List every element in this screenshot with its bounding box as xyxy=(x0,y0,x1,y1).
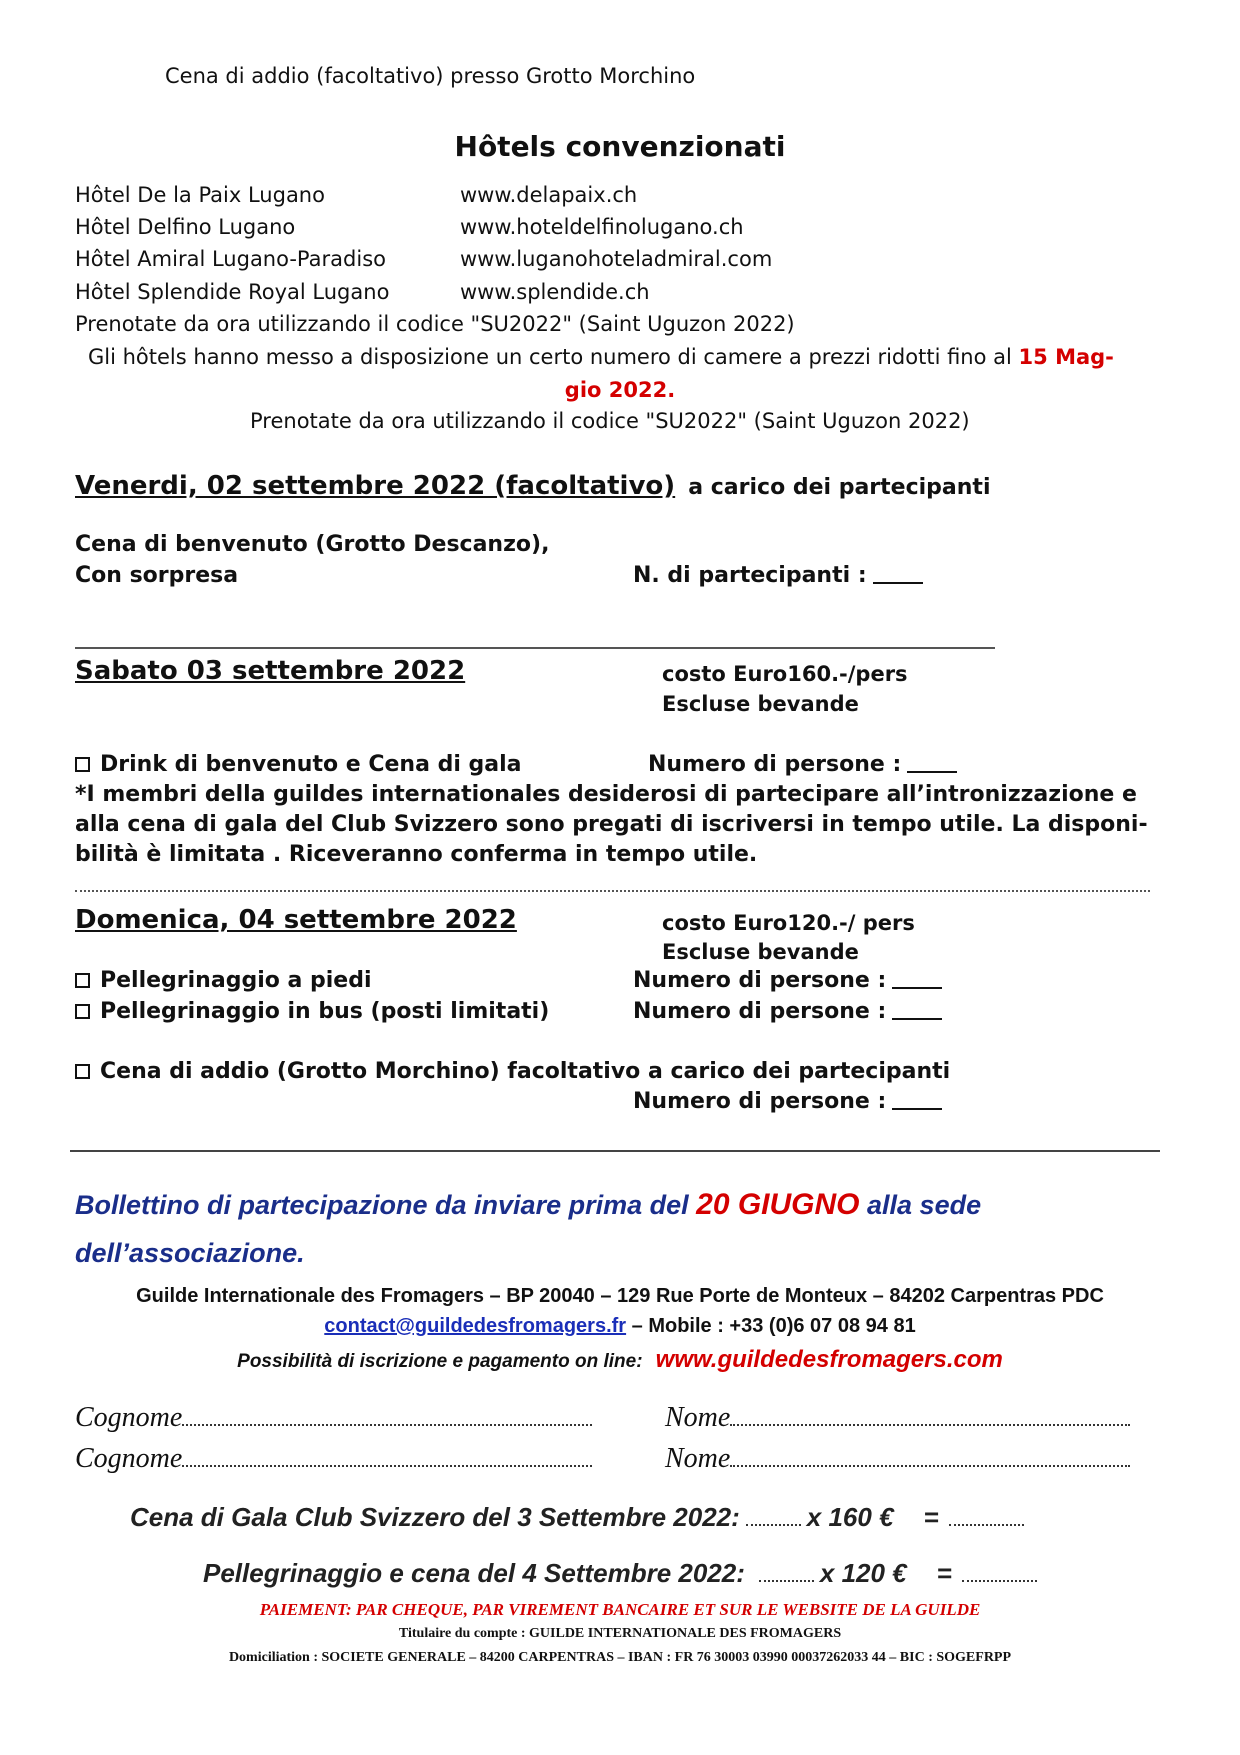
name-field[interactable] xyxy=(665,1443,1130,1475)
farewell-dinner-note: Cena di addio (facoltativo) presso Grotto Morchino xyxy=(165,64,696,88)
saturday-count-field[interactable] xyxy=(648,752,957,777)
saturday-note-2: alla cena di gala del Club Svizzero sono pregati di iscriversi in tempo utile. La disponi- xyxy=(75,812,1148,837)
sunday-option-farewell[interactable] xyxy=(75,1059,950,1084)
count-label: Numero di persone : xyxy=(648,752,902,777)
sunday-bus-count-field[interactable] xyxy=(633,999,942,1024)
contact-line xyxy=(0,1315,1240,1338)
hotel-name: Hôtel De la Paix Lugano xyxy=(75,183,325,207)
online-line xyxy=(0,1346,1240,1374)
sunday-cost: costo Euro120.-/ pers xyxy=(662,911,915,935)
guild-address: Guilde Internationale des Fromagers – BP 20040 – 129 Rue Porte de Monteux – 84202 Carpentras PDC xyxy=(136,1285,1104,1307)
hotel-url[interactable]: www.delapaix.ch xyxy=(460,183,638,207)
bulletin-line-2: dell’associazione. xyxy=(75,1238,305,1268)
dotted-divider xyxy=(75,890,1150,892)
friday-section xyxy=(75,471,991,501)
contact-email-link[interactable]: contact@guildedesfromagers.fr xyxy=(324,1315,627,1337)
divider xyxy=(70,1150,1160,1152)
website-link[interactable]: www.guildedesfromagers.com xyxy=(655,1346,1003,1373)
payment-methods: PAIEMENT: PAR CHEQUE, PAR VIREMENT BANCAIRE ET SUR LE WEBSITE DE LA GUILDE xyxy=(259,1600,981,1619)
divider xyxy=(75,647,995,649)
saturday-cost: costo Euro160.-/pers xyxy=(662,662,908,686)
saturday-note-3: bilità è limitata . Riceveranno conferma in tempo utile. xyxy=(75,842,758,867)
friday-note: a carico dei partecipanti xyxy=(688,475,991,500)
sunday-heading: Domenica, 04 settembre 2022 xyxy=(75,905,517,935)
bank-details: Domiciliation : SOCIETE GENERALE – 84200 CARPENTRAS – IBAN : FR 76 30003 03990 00037262033 44 – BIC : SOGEFRPP xyxy=(228,1650,1012,1665)
surname-field[interactable] xyxy=(75,1402,592,1434)
surname-label: Cognome xyxy=(75,1443,183,1474)
friday-count-label: N. di partecipanti : xyxy=(633,563,867,588)
count-label: Numero di persone : xyxy=(633,999,887,1024)
hotel-url[interactable]: www.hoteldelfinolugano.ch xyxy=(460,215,744,239)
option-label: Cena di addio (Grotto Morchino) facoltativo a carico dei partecipanti xyxy=(100,1059,951,1084)
equals-sign: = xyxy=(936,1558,952,1588)
bulletin-line-1 xyxy=(75,1188,981,1222)
pilgrim-label: Pellegrinaggio e cena del 4 Settembre 2022: xyxy=(203,1558,745,1588)
friday-surprise: Con sorpresa xyxy=(75,563,239,588)
hotel-url[interactable]: www.splendide.ch xyxy=(460,280,650,304)
sunday-drinks: Escluse bevande xyxy=(662,940,859,964)
option-label: Drink di benvenuto e Cena di gala xyxy=(100,752,522,777)
surname-label: Cognome xyxy=(75,1402,183,1433)
friday-count-field[interactable] xyxy=(633,563,923,588)
checkbox[interactable] xyxy=(75,1004,90,1019)
hotel-name: Hôtel Amiral Lugano-Paradiso xyxy=(75,247,386,271)
gala-price: x 160 € xyxy=(806,1502,894,1532)
saturday-drinks: Escluse bevande xyxy=(662,692,859,716)
bulletin-text: Bollettino di partecipazione da inviare prima del xyxy=(75,1190,697,1220)
discount-deadline: 15 Mag- xyxy=(1018,345,1114,369)
booking-code-line-2: Prenotate da ora utilizzando il codice "SU2022" (Saint Uguzon 2022) xyxy=(250,409,970,433)
friday-heading: Venerdi, 02 settembre 2022 (facoltativo) xyxy=(75,471,676,501)
checkbox[interactable] xyxy=(75,973,90,988)
online-label: Possibilità di iscrizione e pagamento on line: xyxy=(237,1351,643,1372)
hotels-title: Hôtels convenzionati xyxy=(454,130,786,163)
surname-field[interactable] xyxy=(75,1443,592,1475)
friday-dinner: Cena di benvenuto (Grotto Descanzo), xyxy=(75,532,550,557)
discount-line xyxy=(88,343,1114,371)
discount-text: Gli hôtels hanno messo a disposizione un certo numero di camere a prezzi ridotti fino al xyxy=(88,345,1019,369)
sunday-option-bus[interactable] xyxy=(75,999,549,1024)
checkbox[interactable] xyxy=(75,1064,90,1079)
hotel-name: Hôtel Delfino Lugano xyxy=(75,215,296,239)
name-label: Nome xyxy=(665,1402,731,1433)
pilgrim-order-line[interactable] xyxy=(203,1558,1037,1589)
contact-mobile: – Mobile : +33 (0)6 07 08 94 81 xyxy=(626,1315,916,1337)
hotel-url[interactable]: www.luganohoteladmiral.com xyxy=(460,247,773,271)
count-label: Numero di persone : xyxy=(633,1089,887,1114)
hotel-name: Hôtel Splendide Royal Lugano xyxy=(75,280,390,304)
account-holder: Titulaire du compte : GUILDE INTERNATIONALE DES FROMAGERS xyxy=(398,1626,842,1641)
bulletin-text: alla sede xyxy=(859,1190,982,1220)
saturday-heading: Sabato 03 settembre 2022 xyxy=(75,656,466,686)
bulletin-deadline: 20 GIUGNO xyxy=(696,1188,860,1221)
booking-code-line: Prenotate da ora utilizzando il codice "SU2022" (Saint Uguzon 2022) xyxy=(75,312,795,336)
sunday-farewell-count-field[interactable] xyxy=(633,1089,942,1114)
gala-order-line[interactable] xyxy=(130,1502,1024,1533)
name-field[interactable] xyxy=(665,1402,1130,1434)
sunday-walk-count-field[interactable] xyxy=(633,968,942,993)
equals-sign: = xyxy=(923,1502,939,1532)
discount-deadline-cont: gio 2022. xyxy=(564,378,676,402)
gala-label: Cena di Gala Club Svizzero del 3 Settembre 2022: xyxy=(130,1502,740,1532)
count-label: Numero di persone : xyxy=(633,968,887,993)
saturday-note-1: *I membri della guildes internationales desiderosi di partecipare all’intronizzazione e xyxy=(75,782,1137,807)
checkbox[interactable] xyxy=(75,757,90,772)
saturday-option[interactable] xyxy=(75,752,522,777)
sunday-option-walk[interactable] xyxy=(75,968,372,993)
pilgrim-price: x 120 € xyxy=(819,1558,907,1588)
option-label: Pellegrinaggio a piedi xyxy=(100,968,372,993)
option-label: Pellegrinaggio in bus (posti limitati) xyxy=(100,999,550,1024)
name-label: Nome xyxy=(665,1443,731,1474)
